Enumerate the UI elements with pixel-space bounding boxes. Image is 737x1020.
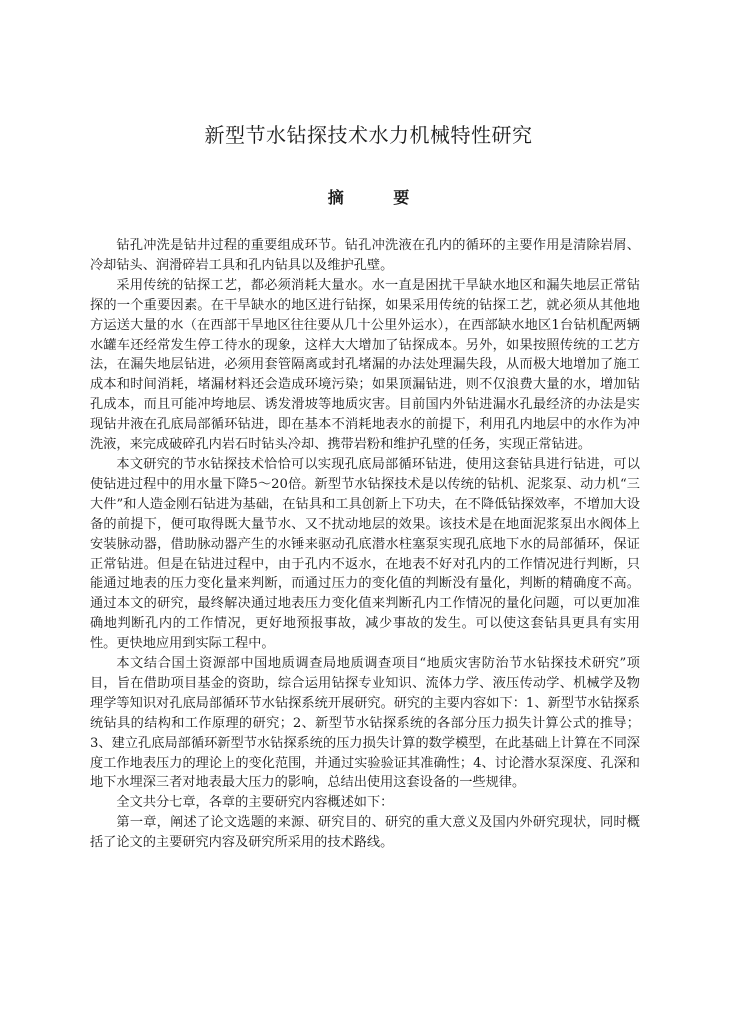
abstract-paragraph: 本文研究的节水钻探技术恰恰可以实现孔底局部循环钻进，使用这套钻具进行钻进，可以使钻进过程中的用水量下降5～20倍。新型节水钻探技术是以传统的钻机、泥浆泵、动力机“三大件”和人造金刚石钻进为基础，在钻具和工具创新上下功夫，在不降低钻探效率，不增加大设备的前提下，便可取得既大量节水、又不扰动地层的效果。该技术是在地面泥浆泵出水阀体上安装脉动器，借助脉动器产生的水锤来驱动孔底潜水柱塞泵实现孔底地下水的局部循环，保证正常钻进。但是在钻进过程中，由于孔内不返水，在地表不好对孔内的工作情况进行判断，只能通过地表的压力变化量来判断，而通过压力的变化值的判断没有量化，判断的精确度不高。通过本文的研究，最终解决通过地表压力变化值来判断孔内工作情况的量化问题，可以更加准确地判断孔内的工作情况，更好地预报事故，减少事故的发生。可以使这套钻具更具有实用性。更快地应用到实际工程中。 — [90, 456, 640, 652]
abstract-paragraph: 全文共分七章，各章的主要研究内容概述如下： — [116, 795, 394, 811]
abstract-paragraph: 第一章，阐述了论文选题的来源、研究目的、研究的重大意义及国内外研究现状，同时概括了论文的主要研究内容及研究所采用的技术路线。 — [90, 815, 640, 851]
abstract-body — [90, 236, 640, 853]
abstract-paragraph: 钻孔冲洗是钻井过程的重要组成环节。钻孔冲洗液在孔内的循环的主要作用是清除岩屑、冷却钻头、润滑碎岩工具和孔内钻具以及维护孔壁。 — [90, 238, 640, 273]
abstract-heading: 摘 要 — [327, 188, 432, 207]
abstract-paragraph: 本文结合国土资源部中国地质调查局地质调查项目“地质灾害防治节水钻探技术研究”项目，旨在借助项目基金的资助，综合运用钻探专业知识、流体力学、液压传动学、机械学及物理学等知识对孔底局部循环节水钻探系统开展研究。研究的主要内容如下：1、新型节水钻探系统钻具的结构和工作原理的研究；2、新型节水钻探系统的各部分压力损失计算公式的推导；3、建立孔底局部循环新型节水钻探系统的压力损失计算的数学模型，在此基础上计算在不同深度工作地表压力的理论上的变化范围，并通过实验验证其准确性；4、讨论潜水泵深度、孔深和地下水埋深三者对地表最大压力的影响，总结出使用这套设备的一些规律。 — [90, 656, 640, 791]
paper-title: 新型节水钻探技术水力机械特性研究 — [204, 123, 533, 147]
abstract-paragraph: 采用传统的钻探工艺，都必须消耗大量水。水一直是困扰干旱缺水地区和漏失地层正常钻探的一个重要因素。在干旱缺水的地区进行钻探，如果采用传统的钻探工艺，就必须从其他地方运送大量的水（在西部干旱地区往往要从几十公里外运水），在西部缺水地区1台钻机配两辆水罐车还经常发生停工待水的现象，这样大大增加了钻探成本。另外，如果按照传统的工艺方法，在漏失地层钻进，必须用套管隔离或封孔堵漏的办法处理漏失段，从而极大地增加了施工成本和时间消耗，堵漏材料还会造成环境污染；如果顶漏钻进，则不仅浪费大量的水，增加钻孔成本，而且可能冲垮地层、诱发滑坡等地质灾害。目前国内外钻进漏水孔最经济的办法是实现钻井液在孔底局部循环钻进，即在基本不消耗地表水的前提下，利用孔内地层中的水作为冲洗液，来完成破碎孔内岩石时钻头冷却、携带岩粉和维护孔壁的任务，实现正常钻进。 — [90, 277, 640, 453]
